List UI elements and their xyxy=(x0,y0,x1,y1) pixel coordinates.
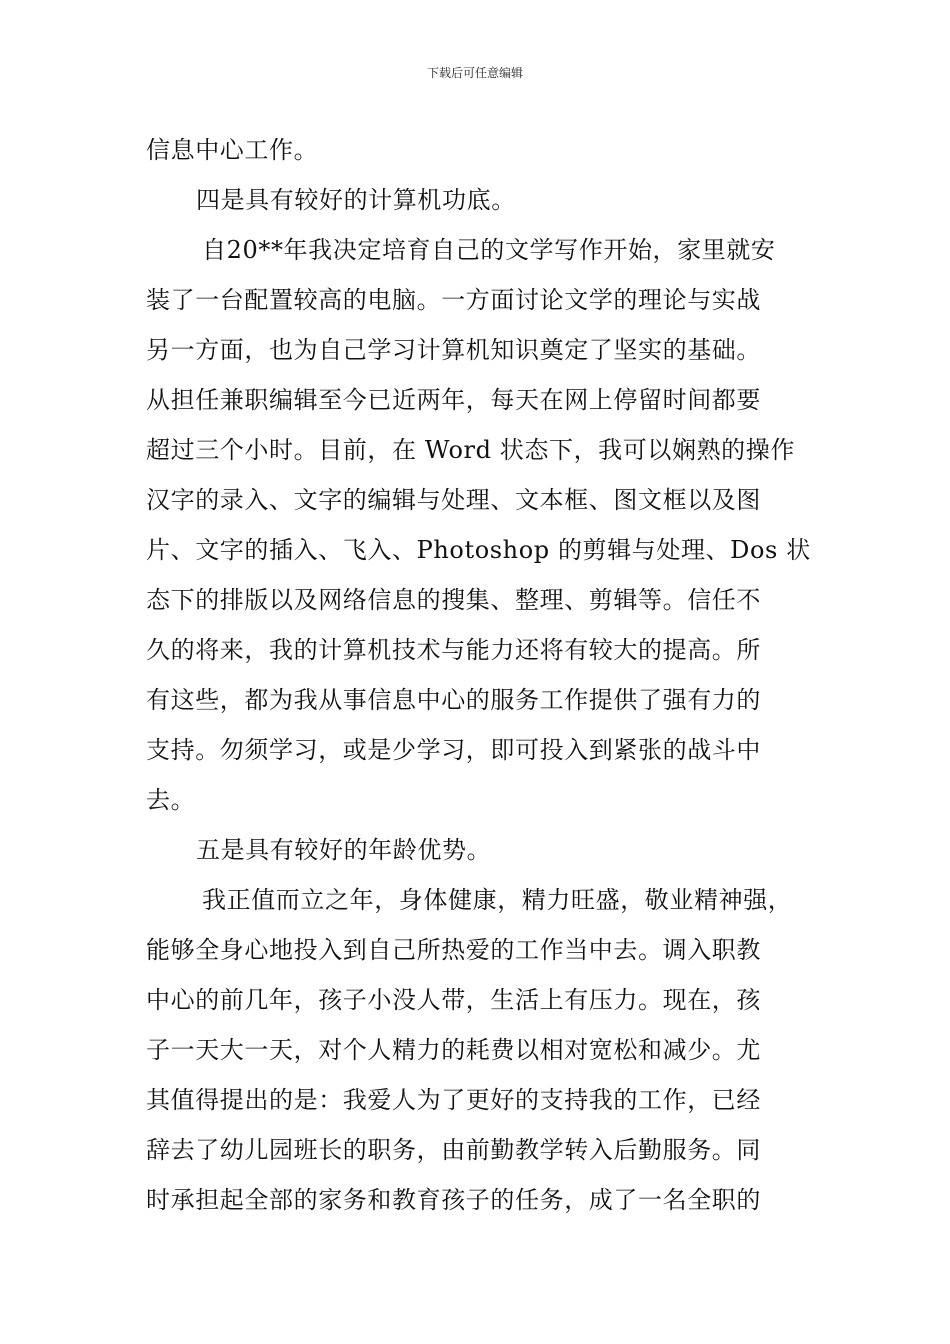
paragraph-first-line: 我正值而立之年，身体健康，精力旺盛，敬业精神强， xyxy=(202,886,793,914)
text-line: 久的将来，我的计算机技术与能力还将有较大的提高。所 xyxy=(146,636,761,664)
text-line: 态下的排版以及网络信息的搜集、整理、剪辑等。信任不 xyxy=(146,586,761,614)
text-line: 汉字的录入、文字的编辑与处理、文本框、图文框以及图 xyxy=(146,486,761,514)
text-line: 有这些，都为我从事信息中心的服务工作提供了强有力的 xyxy=(146,686,761,714)
text-line: 辞去了幼儿园班长的职务，由前勤教学转入后勤服务。同 xyxy=(146,1136,761,1164)
section-heading: 四是具有较好的计算机功底。 xyxy=(196,186,516,214)
text-line: 去。 xyxy=(146,786,196,814)
text-line: 支持。勿须学习，或是少学习，即可投入到紧张的战斗中 xyxy=(146,736,761,764)
text-line: 其值得提出的是：我爱人为了更好的支持我的工作，已经 xyxy=(146,1086,761,1114)
text-line: 片、文字的插入、飞入、Photoshop 的剪辑与处理、Dos 状 xyxy=(146,536,811,564)
text-line: 中心的前几年，孩子小没人带，生活上有压力。现在，孩 xyxy=(146,986,761,1014)
text-line: 装了一台配置较高的电脑。一方面讨论文学的理论与实战 xyxy=(146,286,761,314)
text-line: 超过三个小时。目前，在 Word 状态下，我可以娴熟的操作 xyxy=(146,436,795,464)
text-line: 信息中心工作。 xyxy=(146,136,319,164)
text-line: 从担任兼职编辑至今已近两年，每天在网上停留时间都要 xyxy=(146,386,761,414)
page-header: 下载后可任意编辑 xyxy=(426,66,523,80)
text-line: 另一方面，也为自己学习计算机知识奠定了坚实的基础。 xyxy=(146,336,761,364)
paragraph-first-line: 自20**年我决定培育自己的文学写作开始，家里就安 xyxy=(202,236,776,264)
document-body xyxy=(146,125,818,1225)
text-line: 时承担起全部的家务和教育孩子的任务，成了一名全职的 xyxy=(146,1186,761,1214)
section-heading: 五是具有较好的年龄优势。 xyxy=(196,836,492,864)
text-line: 能够全身心地投入到自己所热爱的工作当中去。调入职教 xyxy=(146,936,761,964)
text-line: 子一天大一天，对个人精力的耗费以相对宽松和减少。尤 xyxy=(146,1036,761,1064)
